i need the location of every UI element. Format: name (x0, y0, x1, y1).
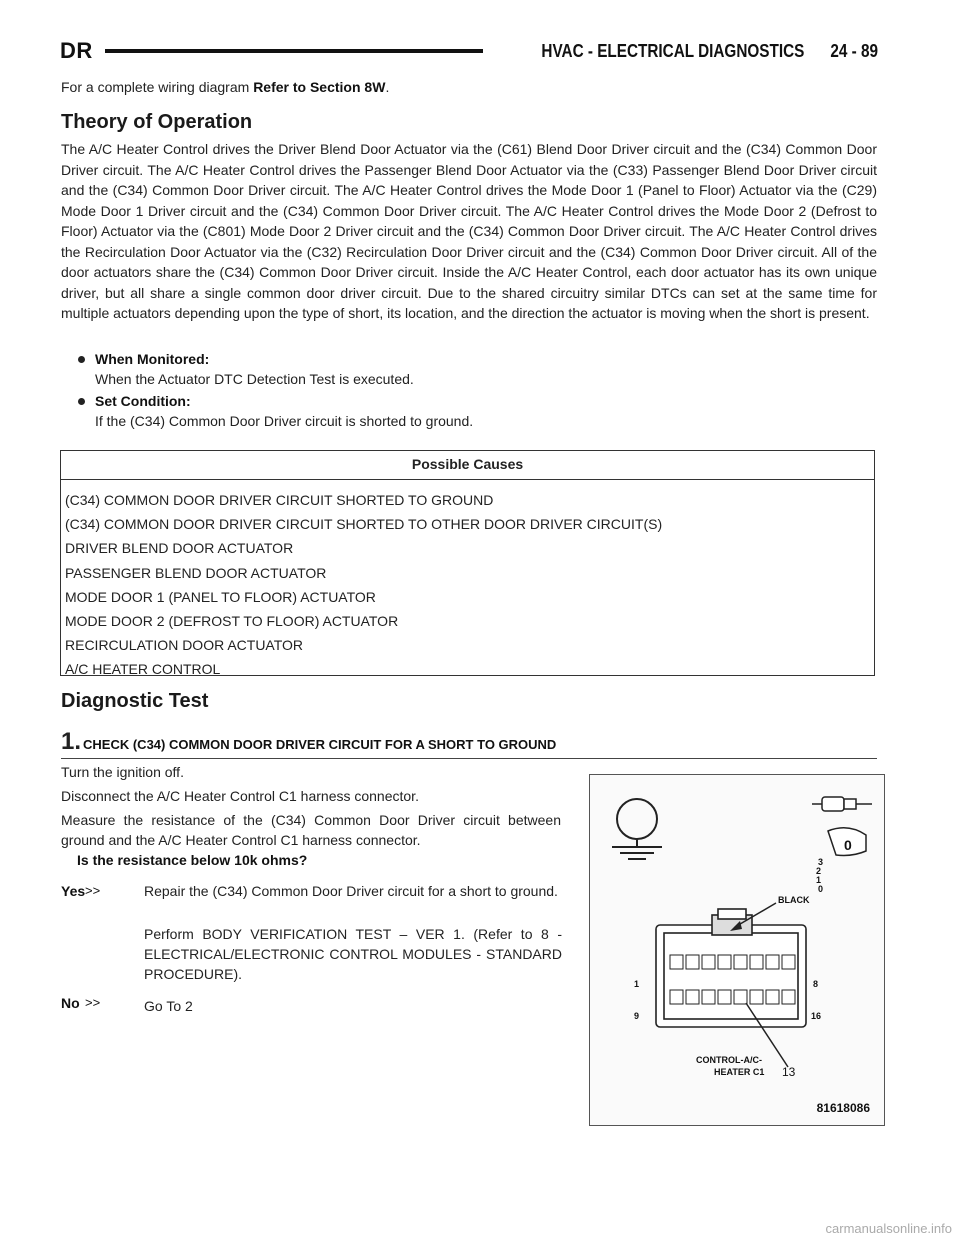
pin-label-13: 13 (782, 1065, 796, 1079)
pin-label-16: 16 (811, 1011, 822, 1021)
watermark: carmanualsonline.info (825, 1221, 952, 1236)
list-item: PASSENGER BLEND DOOR ACTUATOR (65, 564, 327, 581)
bullet-title: Set Condition: (95, 393, 191, 409)
list-item: MODE DOOR 2 (DEFROST TO FLOOR) ACTUATOR (65, 612, 399, 629)
step-title: CHECK (C34) COMMON DOOR DRIVER CIRCUIT FOR A SHORT TO GROUND (83, 737, 557, 752)
answer-text: Repair the (C34) Common Door Driver circuit for a short to ground. (144, 883, 558, 899)
header-section-title: HVAC - ELECTRICAL DIAGNOSTICS (541, 40, 804, 61)
theory-paragraph: The A/C Heater Control drives the Driver Blend Door Actuator via the (C61) Blend Door Driver circuit and the (C34) Common Door Driver circuit. The A/C Heater Control drives the Passenger Blend Door Actuator via the (C33) Passenger Blend Door Driver circuit and the (C34) Common Door Driver circuit. The A/C Heater Control drives the Mode Door 1 (Panel to Floor) Actuator via the (C29) Mode Door 1 Driver circuit and the (C34) Common Door Driver circuit. The A/C Heater Control drives the Mode Door 2 (Defrost to Floor) Actuator via the (C801) Mode Door 2 Driver circuit and the (C34) Common Door Driver circuit. The A/C Heater Control drives the Recirculation Door Actuator via the (C32) Recirculation Door Driver circuit and the (C34) Common Door Driver circuit. All of the door actuators share the (C34) Common Door Driver circuit. Inside the A/C Heater Control, each door actuator has its own unique driver, but all share a single common door driver circuit. Due to the shared circuitry similar DTCs can set at the same time for multiple actuators depending upon the type of short, its location, and the direction the actuator is moving when the short is present. (61, 141, 877, 321)
bullet-desc: If the (C34) Common Door Driver circuit is shorted to ground. (95, 413, 474, 429)
list-item: (C34) COMMON DOOR DRIVER CIRCUIT SHORTED TO GROUND (65, 492, 494, 508)
test-question: Is the resistance below 10k ohms? (77, 852, 308, 868)
connector-name-line2: HEATER C1 (714, 1067, 765, 1077)
pin-label-9: 9 (634, 1011, 640, 1021)
header-rule (105, 49, 483, 53)
instruction-line: Turn the ignition off. (61, 764, 184, 780)
intro-text: For a complete wiring diagram (61, 79, 254, 95)
intro-reference-link[interactable]: Refer to Section 8W (253, 79, 386, 95)
ohm-scale-2: 2 (816, 866, 822, 876)
figure-id: 81618086 (816, 1101, 870, 1115)
answer-text: Go To 2 (144, 998, 193, 1014)
pin-label-1: 1 (634, 979, 640, 989)
bullet-title: When Monitored: (95, 351, 210, 367)
ohm-scale-3: 3 (818, 857, 824, 867)
list-item: A/C HEATER CONTROL (65, 661, 221, 678)
bullet-set-condition (78, 391, 473, 431)
bullet-dot-icon (78, 398, 85, 405)
pin-label-8: 8 (813, 979, 819, 989)
step-number: 1. (61, 728, 82, 755)
possible-causes-heading: Possible Causes (61, 451, 874, 480)
list-item: (C34) COMMON DOOR DRIVER CIRCUIT SHORTED TO OTHER DOOR DRIVER CIRCUIT(S) (65, 516, 663, 533)
header-page-number: 24 - 89 (830, 40, 878, 61)
arrow-icon: >> (85, 995, 101, 1010)
wiring-diagram-note (61, 79, 389, 95)
instruction-line: Disconnect the A/C Heater Control C1 harness connector. (61, 788, 419, 804)
step-heading (61, 728, 877, 759)
bullet-dot-icon (78, 356, 85, 363)
ohm-scale-0: 0 (818, 884, 824, 894)
ohm-scale-1: 1 (816, 875, 822, 885)
list-item: RECIRCULATION DOOR ACTUATOR (65, 637, 304, 654)
probe-icon (812, 797, 872, 811)
bullet-when-monitored (78, 349, 414, 389)
wire-color-label: BLACK (778, 895, 810, 905)
answer-label: No (61, 995, 80, 1011)
page-header (60, 36, 878, 66)
ground-symbol-icon (612, 799, 662, 859)
possible-causes-table (60, 450, 875, 676)
connector-figure (589, 774, 885, 1126)
connector-name-line1: CONTROL-A/C- (696, 1055, 762, 1065)
meter-reading: 0 (844, 837, 852, 853)
possible-causes-list (61, 480, 874, 682)
answer-text: Perform BODY VERIFICATION TEST – VER 1. (Refer to 8 - ELECTRICAL/ELECTRONIC CONTROL MODULES - STANDARD PROCEDURE). (144, 926, 562, 982)
answer-label: Yes (61, 883, 86, 899)
bullet-desc: When the Actuator DTC Detection Test is executed. (95, 371, 414, 387)
list-item: DRIVER BLEND DOOR ACTUATOR (65, 540, 294, 557)
theory-heading: Theory of Operation (61, 111, 253, 133)
arrow-icon: >> (85, 883, 101, 898)
header-model: DR (60, 38, 93, 63)
list-item: MODE DOOR 1 (PANEL TO FLOOR) ACTUATOR (65, 588, 376, 605)
intro-end: . (385, 79, 390, 95)
instruction-line: Measure the resistance of the (C34) Common Door Driver circuit between ground and the A/C Heater Control C1 harness connector. (61, 812, 561, 848)
diagnostic-heading: Diagnostic Test (61, 690, 209, 712)
